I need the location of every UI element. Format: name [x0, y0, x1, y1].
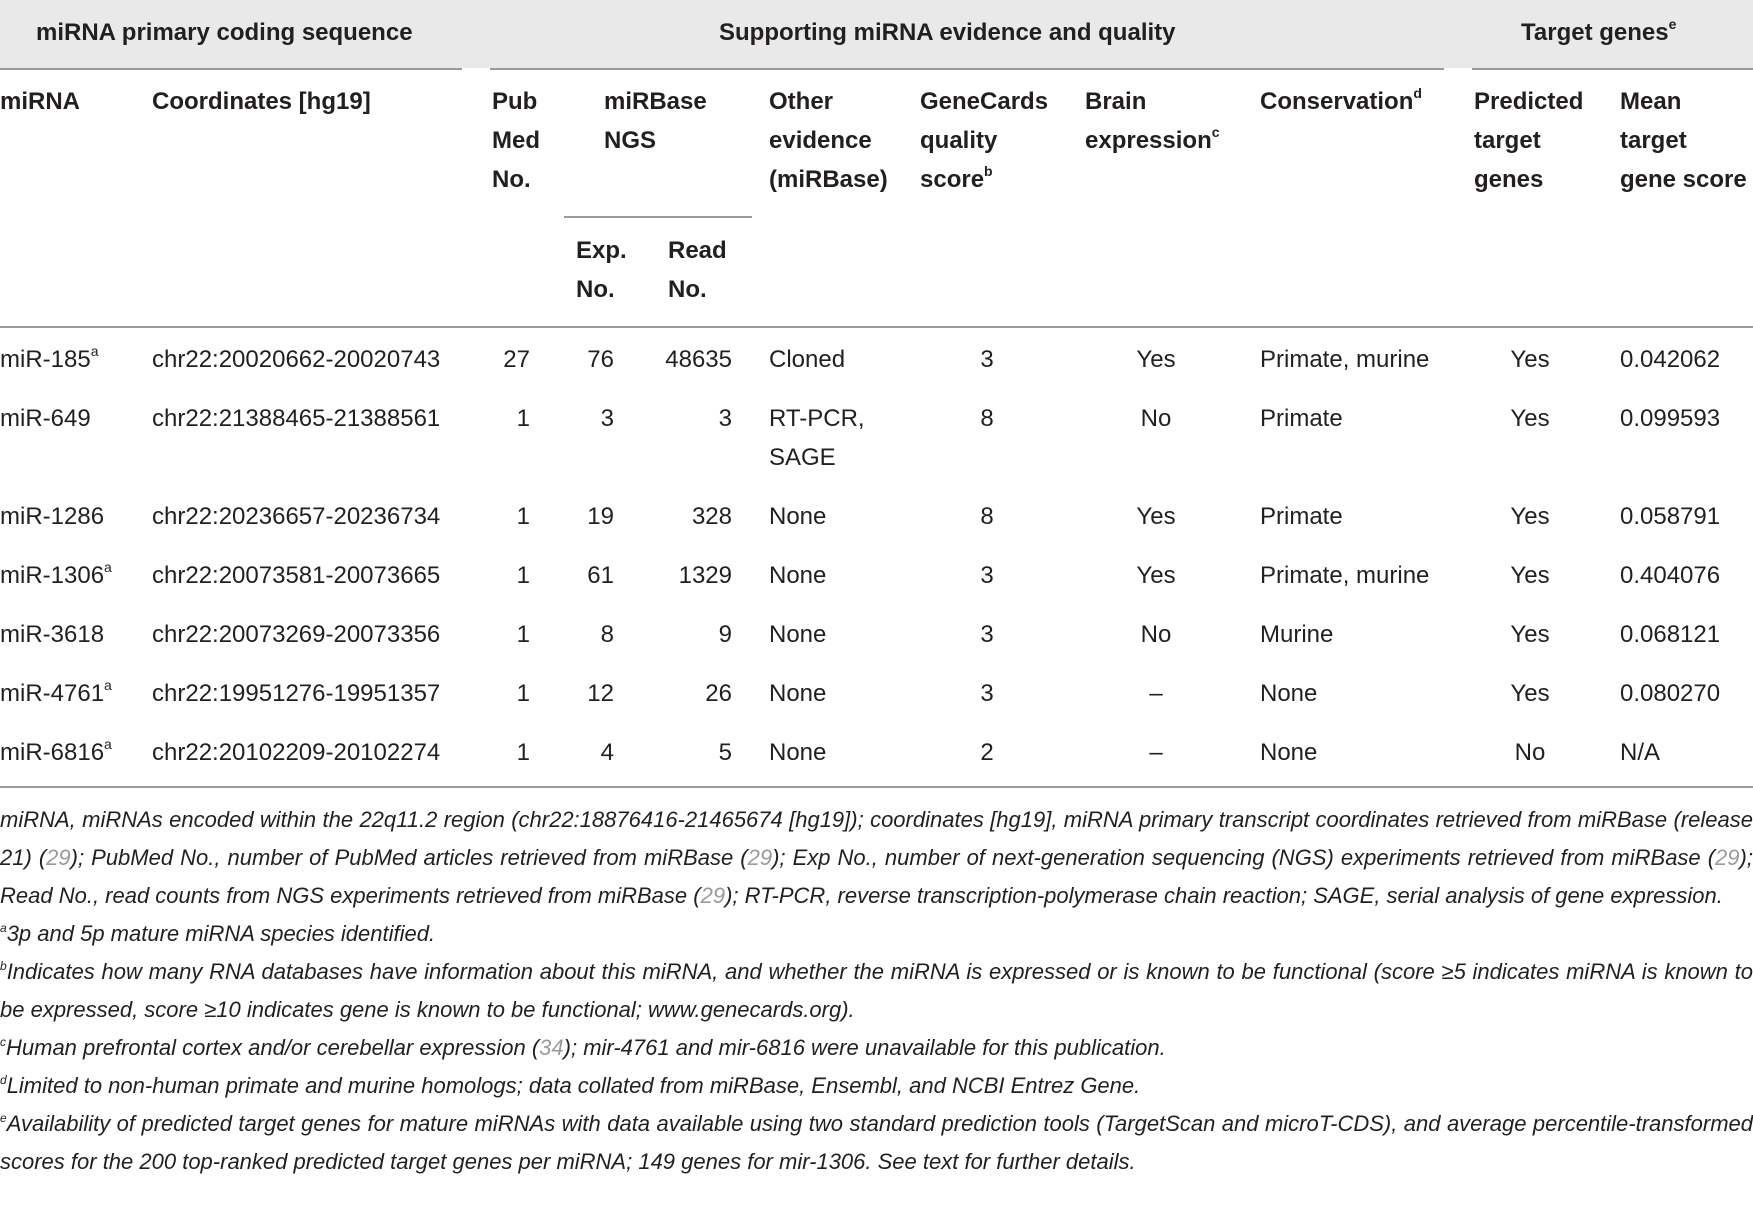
cell-exp-no: 12	[587, 680, 614, 707]
citation-link[interactable]: 29	[46, 845, 71, 870]
col-header-conservation: Conservation$^d$	[1260, 85, 1422, 115]
cell-conservation: Primate	[1260, 503, 1343, 530]
cell-mirna: miR-6816$^a$	[0, 736, 112, 766]
footnote-abbreviations: miRNA, miRNAs encoded within the 22q11.2 region (chr22:18876416-21465674 [hg19]); coordinates [hg19], miRNA primary transcript coordinates retrieved from miRBase (release 21) (29); PubMed No., number of PubMed articles retrieved from miRBase (29); Exp No., number of next-generation sequencing (NGS) experiments retrieved from miRBase (29); Read No., read counts from NGS experiments retrieved from miRBase (29); RT-PCR, reverse transcription-polymerase chain reaction; SAGE, serial analysis of gene expression.	[0, 807, 1753, 908]
citation-link[interactable]: 29	[700, 883, 726, 908]
cell-mean-score: 0.080270	[1620, 680, 1721, 707]
cell-coordinates: chr22:20073269-20073356	[152, 621, 441, 648]
citation-link[interactable]: 29	[1715, 845, 1740, 870]
cell-pubmed: 27	[503, 346, 530, 373]
cell-coordinates: chr22:19951276-19951357	[152, 680, 441, 707]
footnote-c: $^c$Human prefrontal cortex and/or cerebellar expression (34); mir-4761 and mir-6816 were unavailable for this publication.	[0, 1035, 1166, 1060]
col-header-predicted: Predicted target genes	[1474, 88, 1584, 193]
cell-brain-expression: –	[1149, 739, 1163, 766]
cell-other-evidence: None	[769, 562, 827, 589]
cell-predicted: No	[1514, 739, 1546, 766]
cell-other-evidence: None	[769, 503, 827, 530]
cell-conservation: Primate, murine	[1260, 346, 1430, 373]
col-header-mean-score: Mean target gene score	[1620, 88, 1747, 193]
col-header-pubmed: Pub Med No.	[492, 88, 540, 193]
cell-pubmed: 1	[516, 405, 530, 432]
cell-mirna: miR-3618	[0, 621, 105, 648]
col-header-coordinates: Coordinates [hg19]	[152, 88, 371, 115]
cell-mean-score: 0.404076	[1620, 562, 1721, 589]
cell-other-evidence: None	[769, 680, 827, 707]
cell-exp-no: 3	[600, 405, 614, 432]
cell-predicted: Yes	[1510, 680, 1550, 707]
cell-coordinates: chr22:20102209-20102274	[152, 739, 441, 766]
cell-genecards-score: 3	[980, 346, 994, 373]
cell-mirna: miR-649	[0, 405, 91, 432]
cell-coordinates: chr22:20073581-20073665	[152, 562, 441, 589]
rule-evidence-group	[490, 68, 1444, 70]
rule-header-bottom	[0, 326, 1753, 328]
cell-exp-no: 19	[587, 503, 614, 530]
col-header-brain-expression: Brain expression$^c$	[1085, 88, 1220, 154]
cell-brain-expression: –	[1149, 680, 1163, 707]
col-header-exp-no: Exp. No.	[576, 237, 627, 303]
cell-predicted: Yes	[1510, 503, 1550, 530]
cell-pubmed: 1	[516, 739, 530, 766]
cell-mean-score: 0.042062	[1620, 346, 1721, 373]
cell-read-no: 3	[718, 405, 732, 432]
cell-read-no: 26	[705, 680, 732, 707]
cell-conservation: Primate	[1260, 405, 1343, 432]
rule-mirbase-ngs	[564, 216, 752, 218]
cell-genecards-score: 2	[980, 739, 994, 766]
cell-brain-expression: No	[1140, 405, 1172, 432]
cell-genecards-score: 3	[980, 562, 994, 589]
cell-pubmed: 1	[516, 621, 530, 648]
cell-mirna: miR-1286	[0, 503, 105, 530]
footnote-e: $^e$Availability of predicted target genes for mature miRNAs with data available using two standard prediction tools (TargetScan and microT-CDS), and average percentile-transformed scores for the 200 top-ranked predicted target genes per miRNA; 149 genes for mir-1306. See text for further details.	[0, 1111, 1753, 1174]
cell-coordinates: chr22:21388465-21388561	[152, 405, 441, 432]
cell-pubmed: 1	[516, 562, 530, 589]
cell-brain-expression: Yes	[1136, 562, 1176, 589]
cell-read-no: 1329	[678, 562, 732, 589]
rule-table-bottom	[0, 786, 1753, 788]
cell-predicted: Yes	[1510, 562, 1550, 589]
cell-read-no: 5	[718, 739, 732, 766]
citation-link[interactable]: 29	[747, 845, 773, 870]
cell-mirna: miR-4761$^a$	[0, 677, 112, 707]
cell-genecards-score: 8	[980, 405, 994, 432]
cell-mirna: miR-185$^a$	[0, 343, 99, 373]
cell-exp-no: 76	[587, 346, 614, 373]
table-footnotes	[0, 801, 1753, 1181]
cell-pubmed: 1	[516, 680, 530, 707]
cell-read-no: 328	[691, 503, 732, 530]
cell-brain-expression: No	[1140, 621, 1172, 648]
cell-exp-no: 61	[587, 562, 614, 589]
cell-coordinates: chr22:20020662-20020743	[152, 346, 441, 373]
cell-predicted: Yes	[1510, 621, 1550, 648]
cell-mirna: miR-1306$^a$	[0, 559, 112, 589]
group-header-target: Target genes$^e$	[1521, 16, 1677, 46]
cell-brain-expression: Yes	[1136, 346, 1176, 373]
cell-conservation: Primate, murine	[1260, 562, 1430, 589]
rule-coding-group	[0, 68, 462, 70]
col-header-other-evidence: Other evidence (miRBase)	[769, 88, 888, 193]
cell-mean-score: 0.099593	[1620, 405, 1721, 432]
cell-genecards-score: 3	[980, 621, 994, 648]
cell-exp-no: 8	[600, 621, 614, 648]
cell-other-evidence: Cloned	[769, 346, 846, 373]
cell-genecards-score: 8	[980, 503, 994, 530]
cell-other-evidence: None	[769, 739, 827, 766]
cell-conservation: None	[1260, 680, 1318, 707]
cell-coordinates: chr22:20236657-20236734	[152, 503, 441, 530]
cell-predicted: Yes	[1510, 346, 1550, 373]
rule-target-group	[1472, 68, 1753, 70]
cell-brain-expression: Yes	[1136, 503, 1176, 530]
col-header-genecards: GeneCards quality score$^b$	[920, 88, 1049, 193]
cell-other-evidence: None	[769, 621, 827, 648]
cell-conservation: None	[1260, 739, 1318, 766]
cell-other-evidence: RT-PCR, SAGE	[769, 405, 865, 471]
cell-predicted: Yes	[1510, 405, 1550, 432]
cell-mean-score: 0.068121	[1620, 621, 1721, 648]
footnote-d: $^d$Limited to non-human primate and murine homologs; data collated from miRBase, Ensembl, and NCBI Entrez Gene.	[0, 1073, 1141, 1098]
footnote-a: $^a$3p and 5p mature miRNA species identified.	[0, 921, 436, 946]
group-header-evidence: Supporting miRNA evidence and quality	[719, 19, 1176, 46]
col-header-mirbase-ngs: miRBase NGS	[604, 88, 707, 154]
footnote-b: $^b$Indicates how many RNA databases have information about this miRNA, and whether the miRNA is expressed or is known to be functional (score ≥5 indicates miRNA is known to be expressed, score ≥10 indicates gene is known to be functional; www.genecards.org).	[0, 959, 1753, 1022]
cell-read-no: 48635	[665, 346, 732, 373]
citation-link[interactable]: 34	[539, 1035, 564, 1060]
col-header-mirna: miRNA	[0, 88, 81, 115]
cell-exp-no: 4	[600, 739, 614, 766]
cell-mean-score: 0.058791	[1620, 503, 1721, 530]
cell-genecards-score: 3	[980, 680, 994, 707]
group-header-coding: miRNA primary coding sequence	[36, 19, 413, 46]
cell-conservation: Murine	[1260, 621, 1334, 648]
cell-pubmed: 1	[516, 503, 530, 530]
cell-read-no: 9	[718, 621, 732, 648]
col-header-read-no: Read No.	[668, 237, 727, 303]
cell-mean-score: N/A	[1620, 739, 1661, 766]
